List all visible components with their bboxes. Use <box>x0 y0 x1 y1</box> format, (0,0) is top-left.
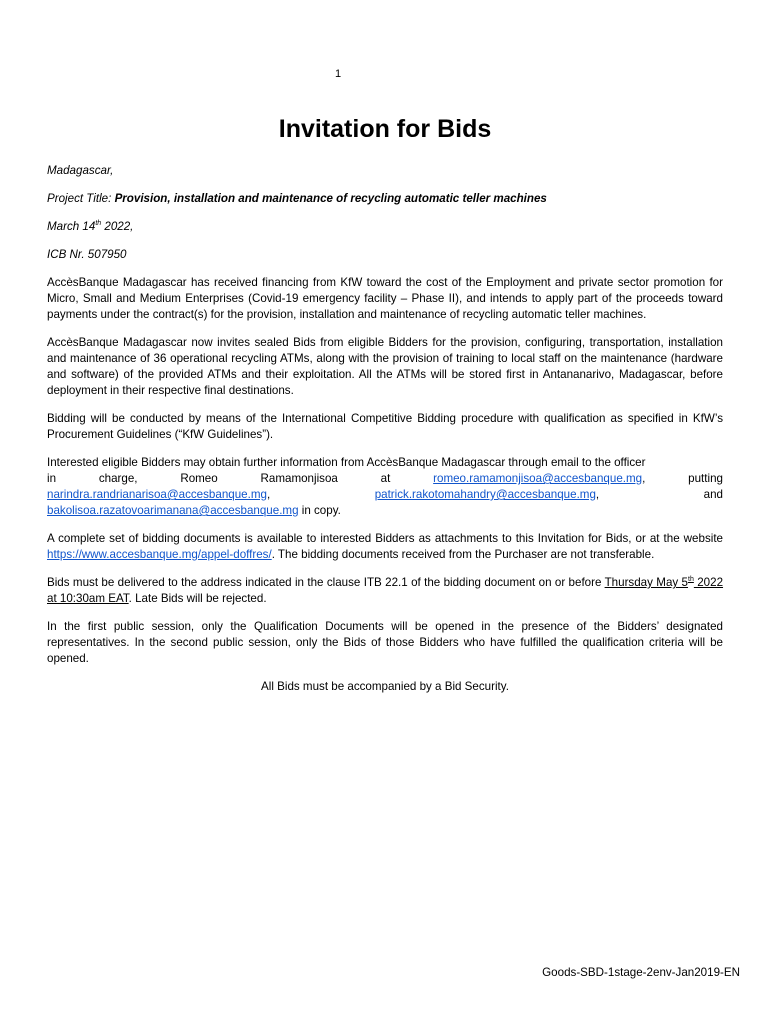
word-in: in <box>47 472 57 485</box>
email-narindra-wrap <box>47 487 270 503</box>
email-narindra-link[interactable]: narindra.randrianarisoa@accesbanque.mg <box>47 488 267 501</box>
deadline-date-b: 2022 at 10:30am EAT <box>47 576 724 605</box>
page-number: 1 <box>334 68 342 80</box>
paragraph-financing: AccèsBanque Madagascar has received financing from KfW toward the cost of the Employment and private sector promotion for Micro, Small and Medium Enterprises (Covid-19 emergency facility – Phase II), and intends to apply part of the proceeds toward payments under the contract(s) for the provision, installation and maintenance of recycling automatic teller machines. <box>47 276 723 321</box>
word-and: and <box>703 488 723 501</box>
word-ramamonjisoa: Ramamonjisoa <box>260 472 338 485</box>
document-body <box>47 163 723 707</box>
documents-before: A complete set of bidding documents is available to interested Bidders as attachments to this Invitation for Bids, or at the website <box>47 532 723 545</box>
comma-1: , <box>642 472 646 485</box>
paragraph-sessions: In the first public session, only the Qualification Documents will be opened in the presence of the Bidders’ designated representatives. In the second public session, only the Bids of those Bidders who have fulfilled the qualification criteria will be opened. <box>47 620 723 665</box>
date-line <box>47 219 723 235</box>
date-prefix: March 14 <box>47 220 96 233</box>
email-patrick-wrap <box>375 487 599 503</box>
email-bakolisoa-link[interactable]: bakolisoa.razatovoarimanana@accesbanque.mg <box>47 504 299 517</box>
contacts-tail: in copy. <box>298 504 341 517</box>
deadline-before: Bids must be delivered to the address indicated in the clause ITB 22.1 of the bidding document on or before <box>47 576 605 589</box>
contacts-intro: Interested eligible Bidders may obtain further information from AccèsBanque Madagascar through email to the officer <box>47 456 646 469</box>
word-at: at <box>380 472 391 485</box>
comma-3: , <box>595 488 600 501</box>
icb-number: ICB Nr. 507950 <box>47 248 127 261</box>
contacts-line-1 <box>47 471 723 487</box>
footer-code: Goods-SBD-1stage-2env-Jan2019-EN <box>542 966 740 979</box>
paragraph-contacts <box>47 455 723 519</box>
paragraph-bid-security: All Bids must be accompanied by a Bid Security. <box>261 680 509 693</box>
email-romeo-wrap <box>433 471 645 487</box>
paragraph-deadline <box>47 575 723 607</box>
date-suffix: 2022, <box>101 220 134 233</box>
email-patrick-link[interactable]: patrick.rakotomahandry@accesbanque.mg <box>374 488 596 501</box>
deadline-after: . Late Bids will be rejected. <box>128 592 267 605</box>
website-link[interactable]: https://www.accesbanque.mg/appel-doffres/ <box>47 548 272 561</box>
deadline-date-a: Thursday May 5 <box>604 576 689 589</box>
date-sup: th <box>95 220 102 228</box>
email-romeo-link[interactable]: romeo.ramamonjisoa@accesbanque.mg <box>433 472 643 485</box>
word-romeo: Romeo <box>180 472 218 485</box>
paragraph-procedure: Bidding will be conducted by means of the International Competitive Bidding procedure with qualification as specified in KfW’s Procurement Guidelines (“KfW Guidelines”). <box>47 412 723 441</box>
comma-2: , <box>266 488 271 501</box>
document-title: Invitation for Bids <box>278 115 492 143</box>
paragraph-invitation: AccèsBanque Madagascar now invites sealed Bids from eligible Bidders for the provision, configuring, transportation, installation and maintenance of 36 operational recycling ATMs, along with the provision of training to local staff on the maintenance (hardware and software) of the provided ATMs and their exploitation. All the ATMs will be stored first in Antananarivo, Madagascar, before deployment in their respective final destinations. <box>47 336 723 397</box>
deadline-sup: th <box>688 576 694 584</box>
project-title-line <box>47 191 723 207</box>
country-line: Madagascar, <box>47 164 114 177</box>
project-label: Project Title: <box>47 192 115 205</box>
contacts-line-3 <box>47 503 723 519</box>
contacts-line-2 <box>47 487 723 503</box>
word-charge: charge, <box>98 472 138 485</box>
project-title: Provision, installation and maintenance of recycling automatic teller machines <box>114 192 547 205</box>
word-putting: putting <box>688 472 723 485</box>
documents-after: . The bidding documents received from the Purchaser are not transferable. <box>271 548 655 561</box>
paragraph-documents <box>47 531 723 563</box>
